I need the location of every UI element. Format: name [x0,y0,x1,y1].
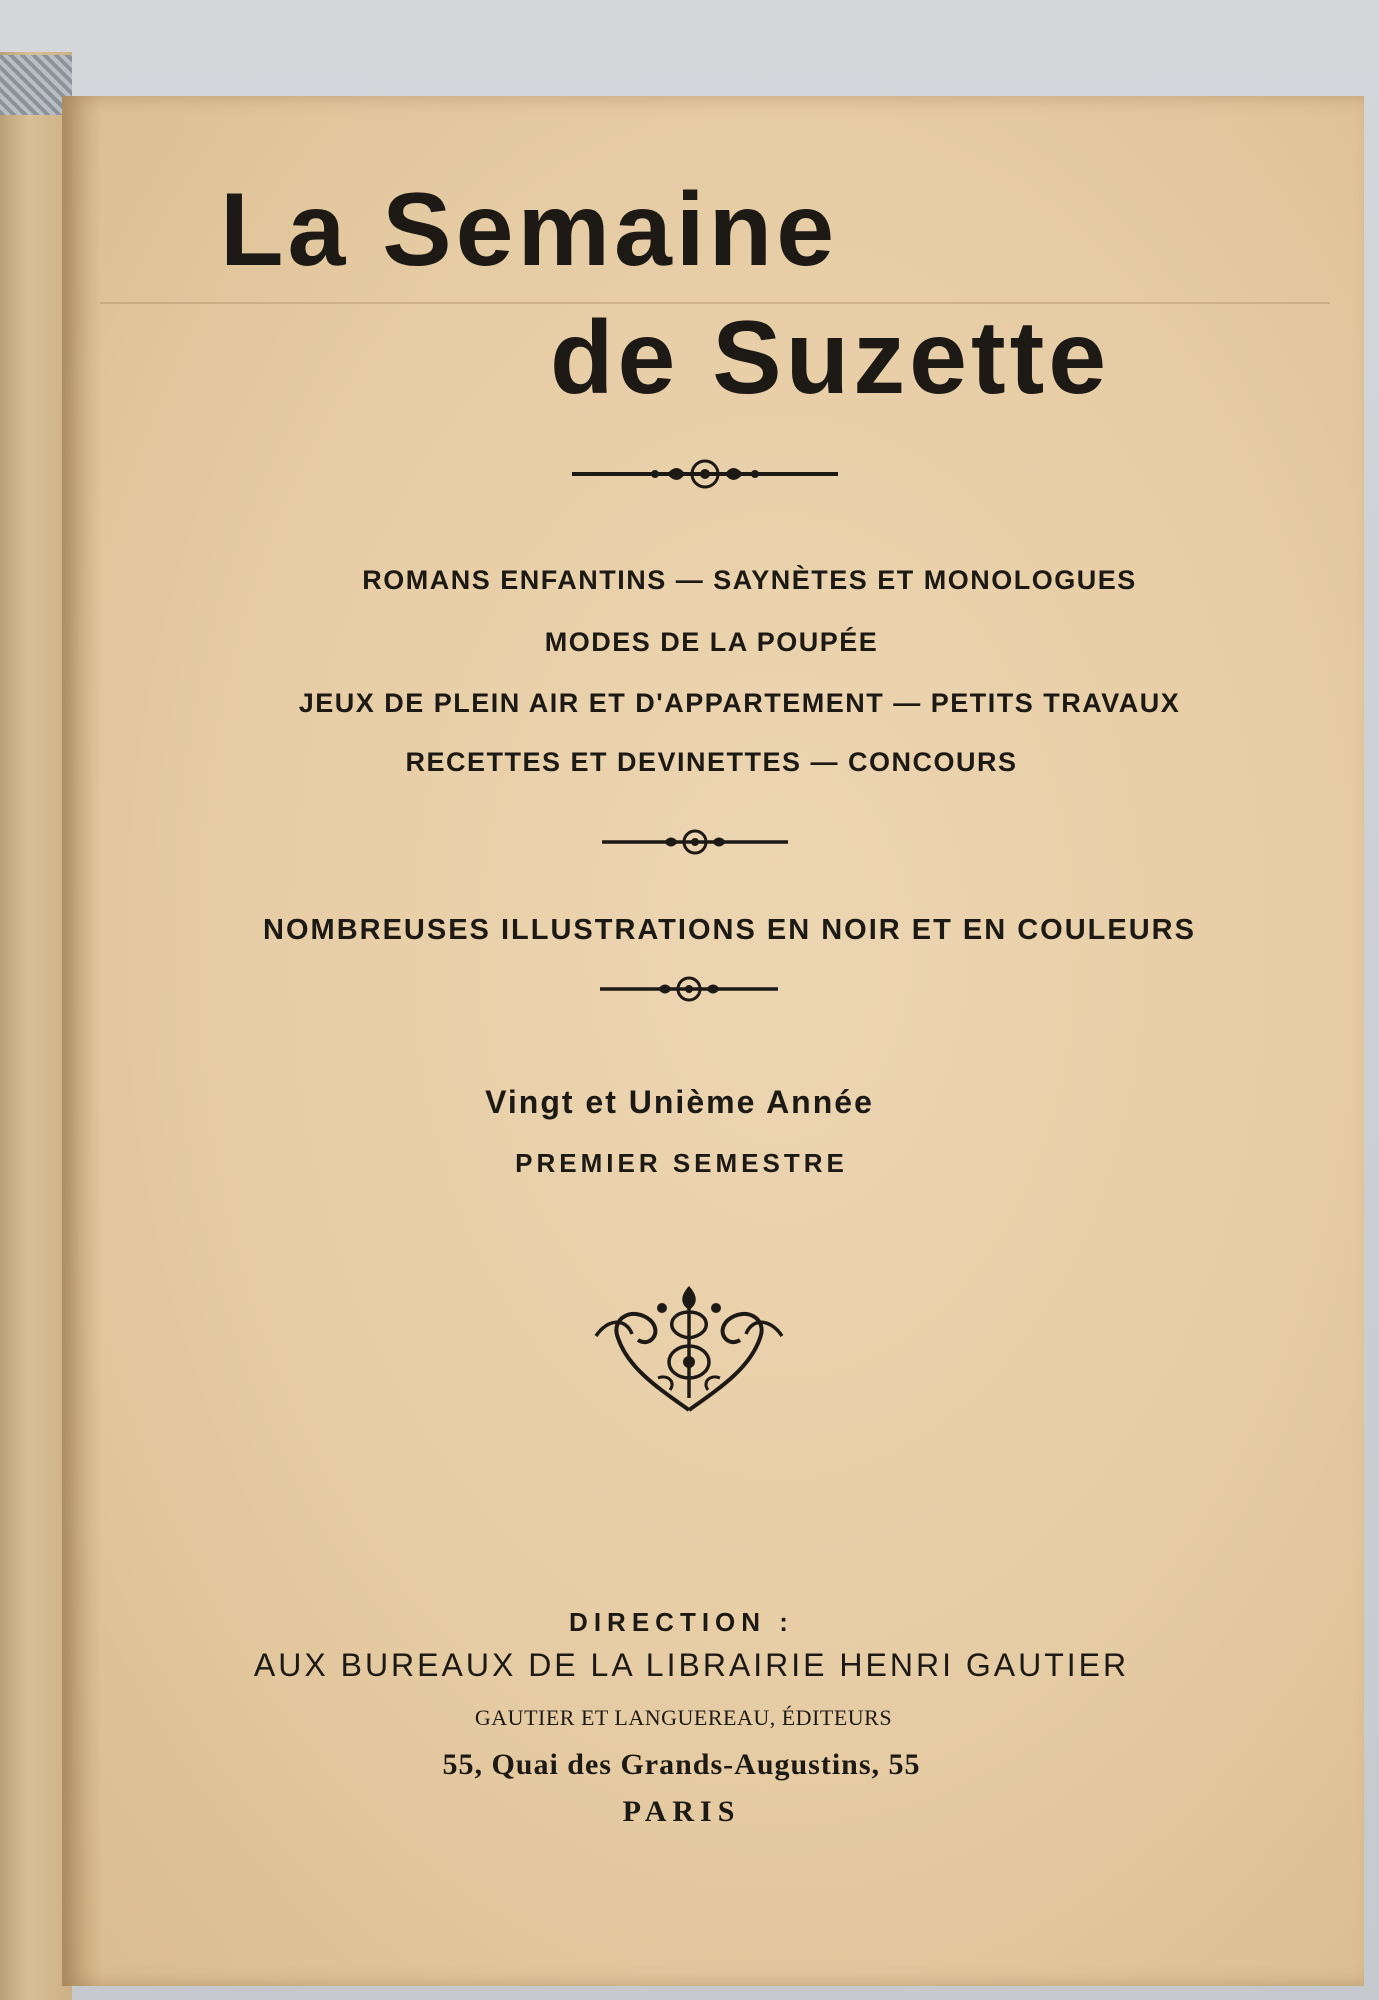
direction-label: DIRECTION : [569,1607,794,1637]
year-line: Vingt et Unième Année [485,1084,874,1120]
ornamental-rule-icon [598,972,780,1006]
subject-line: RECETTES ET DEVINETTES — CONCOURS [405,747,1018,777]
illustrations-line: NOMBREUSES ILLUSTRATIONS EN NOIR ET EN COULEURS [263,914,1196,946]
subject-line: ROMANS ENFANTINS — SAYNÈTES ET MONOLOGUES [362,565,1137,595]
address-line: 55, Quai des Grands-Augustins, 55 [442,1748,921,1781]
editeurs-line: GAUTIER ET LANGUEREAU, ÉDITEURS [474,1705,893,1730]
semester-line: PREMIER SEMESTRE [515,1148,848,1178]
bureaux-line: AUX BUREAUX DE LA LIBRAIRIE HENRI GAUTIER [253,1647,1130,1683]
subject-line: JEUX DE PLEIN AIR ET D'APPARTEMENT — PETITS TRAVAUX [298,688,1181,718]
ornamental-rule-icon [600,825,790,859]
city-line: PARIS [622,1795,741,1828]
title-line-2: de Suzette [550,300,1111,416]
title-line-1: La Semaine [220,172,839,288]
subject-line: MODES DE LA POUPÉE [544,627,879,657]
ornamental-rule-icon [570,455,840,493]
fleuron-icon [588,1278,790,1416]
